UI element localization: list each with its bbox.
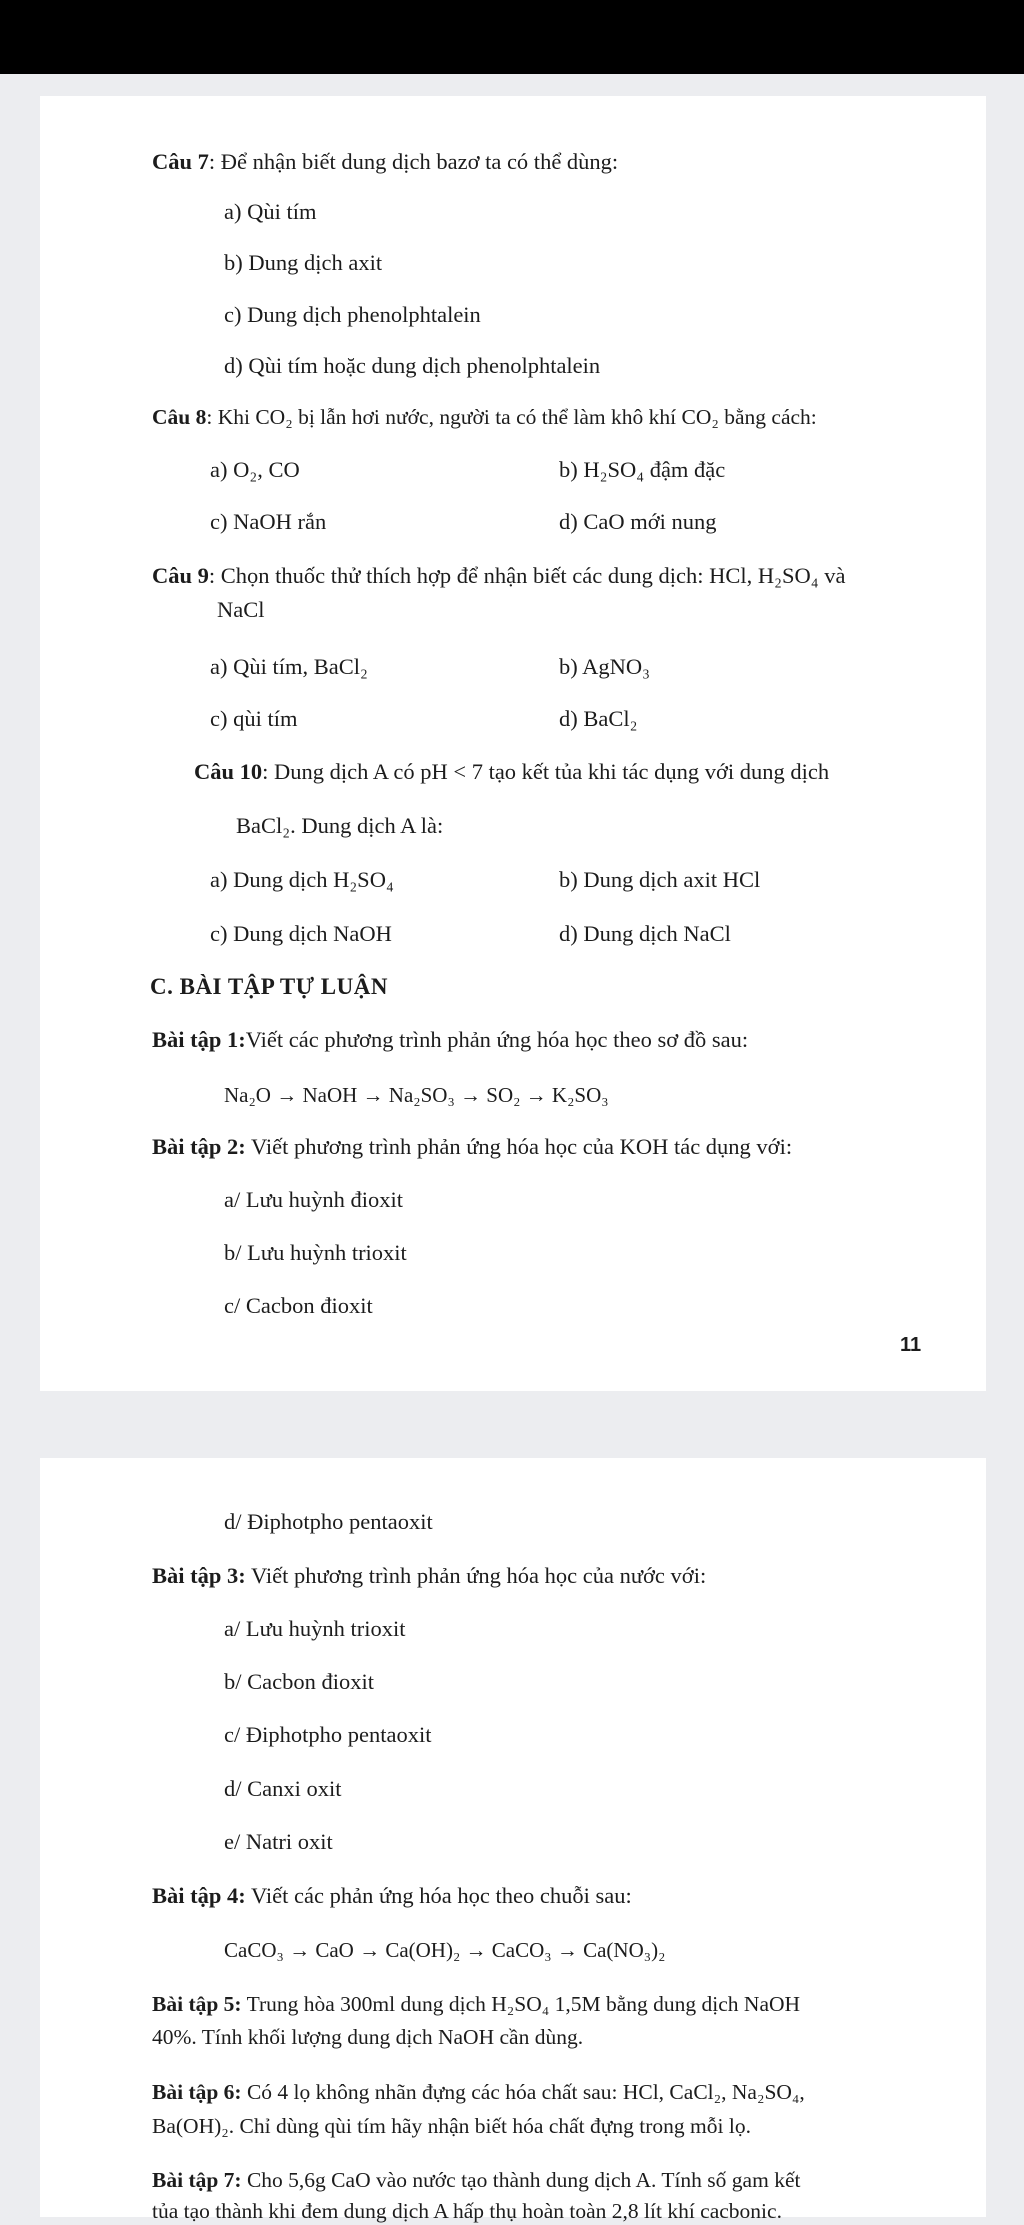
question-text: : Chọn thuốc thử thích hợp để nhận biết các dung dịch: HCl, H₂SO₄ và xyxy=(208,563,846,588)
q7-option-a: a) Qùi tím xyxy=(224,199,317,224)
q9-option-b: b) AgNO₃ xyxy=(559,654,650,679)
q7-option-b: b) Dung dịch axit xyxy=(224,250,383,275)
exercise-text: Viết các phương trình phản ứng hóa học theo sơ đồ sau: xyxy=(245,1027,749,1052)
question-9 xyxy=(152,562,845,590)
q10-option-c: c) Dung dịch NaOH xyxy=(210,921,392,946)
q10-option-a: a) Dung dịch H₂SO₄ xyxy=(210,867,394,892)
exercise-6-continued: Ba(OH)₂. Chỉ dùng qùi tím hãy nhận biết hóa chất đựng trong mỗi lọ. xyxy=(152,2114,751,2138)
exercise-4 xyxy=(152,1882,632,1910)
exercise-3 xyxy=(152,1562,706,1590)
exercise-3-item-b: b/ Cacbon đioxit xyxy=(224,1669,374,1694)
q8-option-b: b) H₂SO₄ đậm đặc xyxy=(559,457,726,482)
exercise-text: Viết các phản ứng hóa học theo chuỗi sau: xyxy=(245,1883,632,1908)
exercise-text: Viết phương trình phản ứng hóa học của nước với: xyxy=(245,1563,707,1588)
question-7 xyxy=(152,148,618,176)
q10-option-b: b) Dung dịch axit HCl xyxy=(559,867,761,892)
exercise-7 xyxy=(152,2166,800,2194)
q8-option-c: c) NaOH rắn xyxy=(210,509,327,534)
exercise-3-item-c: c/ Điphotpho pentaoxit xyxy=(224,1722,432,1747)
exercise-6 xyxy=(152,2078,805,2106)
q9-option-c: c) qùi tím xyxy=(210,706,298,731)
status-bar xyxy=(0,0,1024,74)
reaction-scheme-1: Na₂O → NaOH → Na₂SO₃ → SO₂ → K₂SO₃ xyxy=(224,1083,609,1107)
exercise-label: Bài tập 2: xyxy=(152,1134,246,1159)
q10-option-d: d) Dung dịch NaCl xyxy=(559,921,731,946)
exercise-text: Viết phương trình phản ứng hóa học của KOH tác dụng với: xyxy=(245,1134,793,1159)
exercise-2-item-b: b/ Lưu huỳnh trioxit xyxy=(224,1240,407,1265)
exercise-2 xyxy=(152,1133,792,1161)
exercise-label: Bài tập 7: xyxy=(152,2168,242,2192)
q8-option-a: a) O₂, CO xyxy=(210,457,300,482)
section-heading: C. BÀI TẬP TỰ LUẬN xyxy=(150,974,388,999)
question-label: Câu 8 xyxy=(152,405,207,429)
exercise-1 xyxy=(152,1026,748,1054)
document-page-2 xyxy=(40,1458,986,2223)
question-text: : Để nhận biết dung dịch bazơ ta có thể dùng: xyxy=(208,149,619,174)
q8-option-d: d) CaO mới nung xyxy=(559,509,717,534)
question-label: Câu 7 xyxy=(152,149,209,174)
exercise-text: Trung hòa 300ml dung dịch H₂SO₄ 1,5M bằng dung dịch NaOH xyxy=(241,1992,801,2016)
question-text: : Khi CO₂ bị lẫn hơi nước, người ta có thể làm khô khí CO₂ bằng cách: xyxy=(206,405,817,429)
exercise-text: Cho 5,6g CaO vào nước tạo thành dung dịch A. Tính số gam kết xyxy=(241,2168,801,2192)
q7-option-d: d) Qùi tím hoặc dung dịch phenolphtalein xyxy=(224,353,601,378)
question-9-continued: NaCl xyxy=(217,597,265,622)
q9-option-a: a) Qùi tím, BaCl₂ xyxy=(210,654,368,679)
exercise-label: Bài tập 3: xyxy=(152,1563,246,1588)
exercise-3-item-d: d/ Canxi oxit xyxy=(224,1776,342,1801)
question-label: Câu 9 xyxy=(152,563,209,588)
question-10 xyxy=(194,758,829,786)
exercise-2-item-a: a/ Lưu huỳnh đioxit xyxy=(224,1187,404,1212)
exercise-2-item-d: d/ Điphotpho pentaoxit xyxy=(224,1509,433,1534)
reaction-scheme-4: CaCO₃ → CaO → Ca(OH)₂ → CaCO₃ → Ca(NO₃)₂ xyxy=(224,1938,666,1962)
exercise-5-continued: 40%. Tính khối lượng dung dịch NaOH cần dùng. xyxy=(152,2025,584,2049)
exercise-3-item-e: e/ Natri oxit xyxy=(224,1829,333,1854)
exercise-5 xyxy=(152,1990,800,2018)
exercise-2-item-c: c/ Cacbon đioxit xyxy=(224,1293,373,1318)
q7-option-c: c) Dung dịch phenolphtalein xyxy=(224,302,481,327)
document-page-1 xyxy=(40,96,986,1391)
exercise-label: Bài tập 6: xyxy=(152,2080,242,2104)
exercise-label: Bài tập 5: xyxy=(152,1992,242,2016)
question-label: Câu 10 xyxy=(194,759,263,784)
exercise-7-continued: tủa tạo thành khi đem dung dịch A hấp thụ hoàn toàn 2,8 lít khí cacbonic. xyxy=(152,2199,782,2223)
exercise-label: Bài tập 1: xyxy=(152,1027,246,1052)
question-10-continued: BaCl₂. Dung dịch A là: xyxy=(236,813,444,838)
question-text: : Dung dịch A có pH < 7 tạo kết tủa khi tác dụng với dung dịch xyxy=(262,759,830,784)
page-number: 11 xyxy=(900,1334,922,1356)
question-8 xyxy=(152,403,817,431)
exercise-text: Có 4 lọ không nhãn đựng các hóa chất sau: HCl, CaCl₂, Na₂SO₄, xyxy=(241,2080,805,2104)
q9-option-d: d) BaCl₂ xyxy=(559,706,638,731)
exercise-3-item-a: a/ Lưu huỳnh trioxit xyxy=(224,1616,406,1641)
exercise-label: Bài tập 4: xyxy=(152,1883,246,1908)
